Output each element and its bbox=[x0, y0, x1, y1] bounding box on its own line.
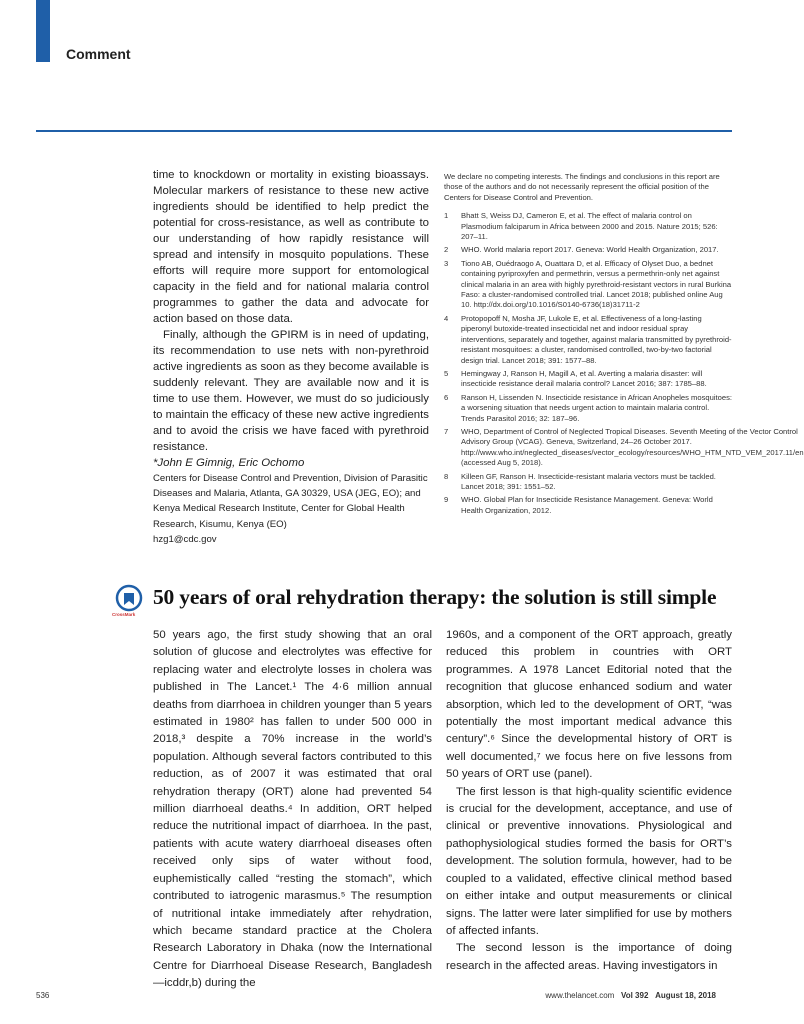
journal-volume: Vol 392 bbox=[620, 991, 649, 1000]
section-color-bar bbox=[36, 0, 50, 62]
reference-item: 9 WHO. Global Plan for Insecticide Resistance Management. Geneva: World Health Organization, 2012. bbox=[444, 495, 713, 515]
paragraph: The second lesson is the importance of doing research in the affected areas. Having investigators in bbox=[446, 942, 732, 972]
paragraph: time to knockdown or mortality in existing bioassays. Molecular markers of resistance to these new active ingredients should be identified to help predict the potential for cross-resistance, as well as contribute to our understanding of how rapidly resistance will spread and intensify in mosquito populations. These efforts will require more support for entomological capacity in the field and for national malaria control programmes to gather the data and advocate for action based on those data. bbox=[153, 169, 429, 325]
reference-item: 8 Killeen GF, Ranson H. Insecticide-resistant malaria vectors must be tackled. Lancet 2018; 391: 1551–52. bbox=[444, 471, 716, 491]
section-label: Comment bbox=[66, 46, 131, 62]
journal-footer bbox=[545, 991, 716, 1000]
reference-item: 4 Protopopoff N, Mosha JF, Lukole E, et al. Effectiveness of a long-lasting piperonyl butoxide-treated insecticidal net and indoor residual spray interventions, separately and together, against malaria transmitted by pyrethroid-resistant mosquitoes: a cluster, randomised controlled, two-by-two factorial design trial. Lancet 2018; 391: 1577–88. bbox=[444, 313, 732, 365]
reference-item: 3 Tiono AB, Ouédraogo A, Ouattara D, et al. Efficacy of Olyset Duo, a bednet containing pyriproxyfen and permethrin, versus a permethrin-only net against clinical malaria in an area with highly pyrethroid-resistant vectors in rural Burkina Faso: a cluster-randomised controlled trial. Lancet 2018; published online Aug 10. http://dx.doi.org/10.1016/S0140-6736(18)31711-2 bbox=[444, 258, 732, 310]
references-column bbox=[444, 172, 804, 519]
page-number: 536 bbox=[36, 991, 50, 1000]
journal-date: August 18, 2018 bbox=[655, 991, 716, 1000]
author-email[interactable]: hzg1@cdc.gov bbox=[153, 533, 217, 545]
reference-item: 7 WHO, Department of Control of Neglected Tropical Diseases. Seventh Meeting of the Vector Control Advisory Group (VCAG). Geneva, Switzerland, 24–26 October 2017. http://www.who.int/neglected_diseases/vector_ecology/resources/WHO_HTM_NTD_VEM_2017.11/en (accessed Aug 5, 2018). bbox=[444, 426, 804, 468]
journal-site[interactable]: www.thelancet.com bbox=[545, 991, 615, 1000]
crossmark-label: CrossMark bbox=[112, 612, 136, 617]
reference-item: 2 WHO. World malaria report 2017. Geneva: World Health Organization, 2017. bbox=[444, 245, 719, 255]
paragraph: 50 years ago, the first study showing that an oral solution of glucose and electrolytes was effective for replacing water and electrolyte losses in cholera was published in The Lancet.¹ The 4·6 million annual deaths from diarrhoea in children younger than 5 years estimated in 1980² has fallen to under 500 000 in 2018,³ despite a 70% increase in the world’s population. Although several factors contributed to this reduction, as of 2007 it was estimated that oral rehydration therapy (ORT) alone had prevented 54 million diarrhoeal deaths.⁴ In addition, ORT helped reduce the nutritional impact of diarrhoea. In the past, patients with acute watery diarrhoeal diseases often received only sips of water without food, euphemistically called “resting the stomach”, which contributed to iatrogenic marasmus.⁵ The resumption of nutritional intake immediately after rehydration, which became standard practice at the Cholera Research Laboratory in Dhaka (now the International Centre for Diarrhoeal Disease Research, Bangladesh—icddr,b) during the bbox=[153, 629, 432, 990]
article-column-right bbox=[446, 627, 732, 975]
article-column-left bbox=[153, 627, 432, 993]
reference-item: 1 Bhatt S, Weiss DJ, Cameron E, et al. The effect of malaria control on Plasmodium falciparum in Africa between 2000 and 2015. Nature 2015; 526: 207–11. bbox=[444, 211, 718, 242]
reference-item: 6 Ranson H, Lissenden N. Insecticide resistance in African Anopheles mosquitoes: a worsening situation that needs urgent action to maintain malaria control. Trends Parasitol 2016; 32: 187–96. bbox=[444, 392, 732, 423]
declaration: We declare no competing interests. The findings and conclusions in this report are those of the authors and do not necessarily represent the official position of the Centers for Disease Control and Prevention. bbox=[444, 172, 720, 202]
paragraph: Finally, although the GPIRM is in need of updating, its recommendation to use nets with non-pyrethroid active ingredients as soon as they become available is suddenly relevant. They are available now and it is time to use them. However, we must do so judiciously to maintain the efficacy of these new active ingredients and to avoid the crisis we have faced with pyrethroid resistance. bbox=[153, 329, 429, 453]
article-title: 50 years of oral rehydration therapy: the solution is still simple bbox=[153, 585, 717, 609]
paragraph: 1960s, and a component of the ORT approach, greatly reduced this problem in countries with ORT programmes. A 1978 Lancet Editorial noted that the recognition that glucose enhanced sodium and water absorption, which led to the development of ORT, “was potentially the most important medical advance this century”.⁶ Since the developmental history of ORT is well documented,⁷ we focus here on five lessons from 50 years of ORT use (panel). bbox=[446, 629, 732, 781]
author-affiliation: Centers for Disease Control and Prevention, Division of Parasitic Diseases and Malaria, Atlanta, GA 30329, USA (JEG, EO); and Kenya Medical Research Institute, Center for Global Health Research, Kisumu, Kenya (EO) bbox=[153, 473, 428, 530]
paragraph: The first lesson is that high-quality scientific evidence is crucial for the development, acceptance, and use of clinical or preventive innovations. Physiological and pathophysiological studies formed the basis for ORT’s development. The solution formula, however, had to be coupled to a validated, effective clinical method based on either intake and output measurements or clinical signs. The latter were later simplified for use by mothers of affected infants. bbox=[446, 785, 732, 937]
reference-item: 5 Hemingway J, Ranson H, Magill A, et al. Averting a malaria disaster: will insecticide resistance derail malaria control? Lancet 2016; 387: 1785–88. bbox=[444, 368, 707, 389]
author-names: *John E Gimnig, Eric Ochomo bbox=[153, 457, 305, 469]
column-left-top bbox=[153, 167, 429, 547]
header-rule bbox=[36, 130, 732, 132]
